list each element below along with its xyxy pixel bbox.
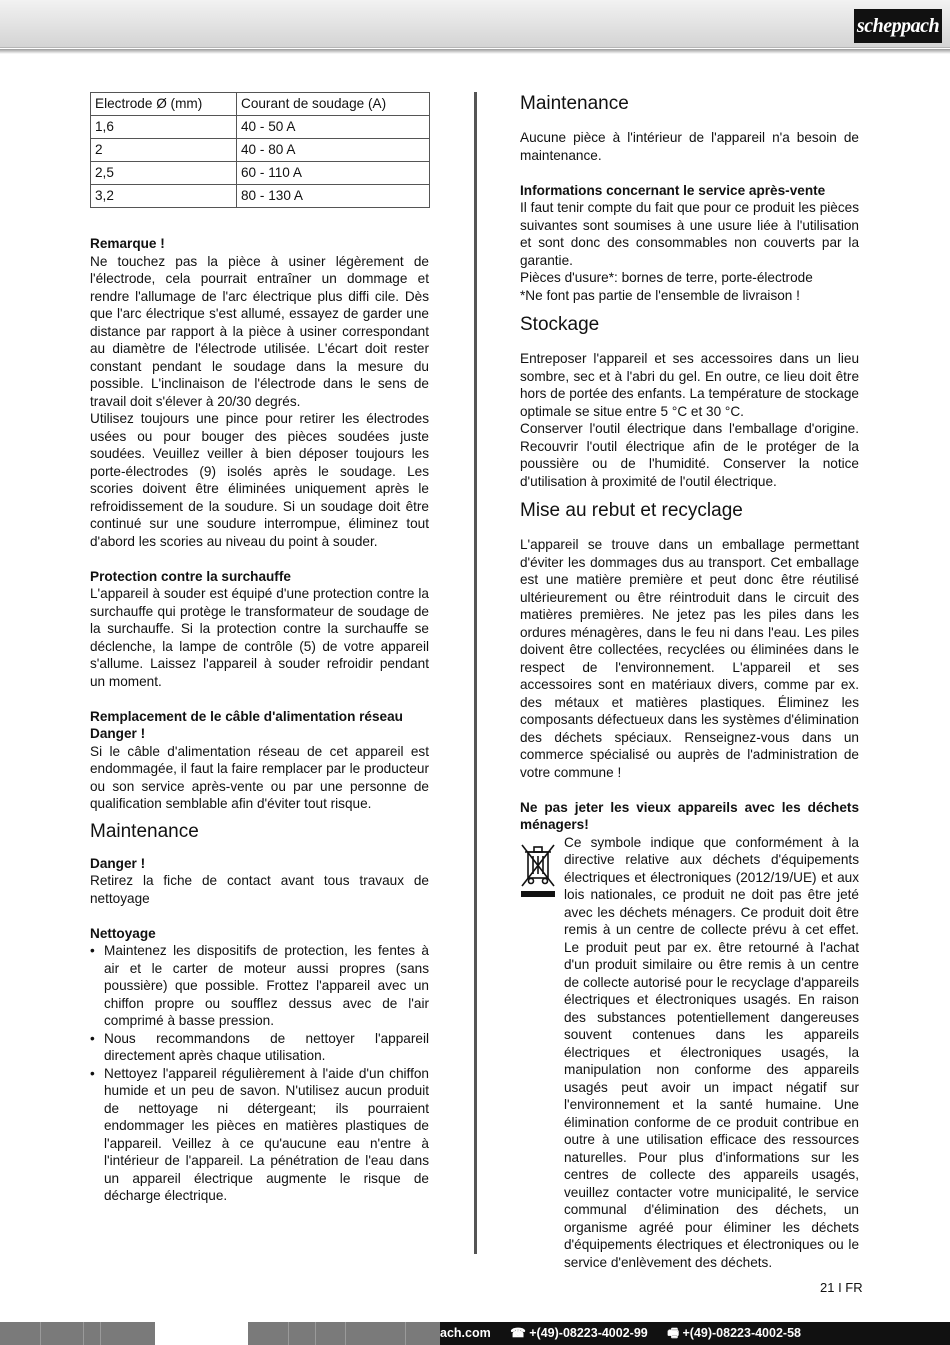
- footer-divider: [315, 1322, 316, 1345]
- footer-divider: [405, 1322, 406, 1345]
- maintenance-danger: Danger !: [90, 855, 146, 871]
- footer-divider: [83, 1322, 84, 1345]
- table-cell: 2: [91, 139, 237, 162]
- stockage-heading: Stockage: [520, 314, 600, 335]
- rebut-heading: Mise au rebut et recyclage: [520, 500, 743, 521]
- footer-fax: 🖷 +(49)-08223-4002-58: [667, 1326, 801, 1340]
- table-row: [91, 162, 430, 185]
- rebut-text: L'appareil se trouve dans un emballage permettant d'éviter les dommages dus au transport. Cet emballage est une matière première et peut donc être réutilisé ultérieurement ou être réintroduit dans le circuit des matières premières. Ne jetez pas les piles dans les ordures ménagères, dans le feu ni dans l'eau. Les piles doivent être collectées, recyclées ou éliminées dans le respect de l'environnement. L'appareil et ses accessoires sont en matériaux divers, comme par ex. des métaux et matières plastiques. Éliminez les composants défectueux dans les systèmes d'élimination des déchets spéciaux. Renseignez-vous dans un commerce spécialisé ou auprès de l'administration de votre commune !: [520, 537, 859, 780]
- page-number: 21 I FR: [820, 1280, 863, 1295]
- footer-gray-segment: [248, 1322, 440, 1345]
- header-bar: [0, 0, 950, 48]
- stockage-paragraph: Conserver l'outil électrique dans l'emballage d'origine. Recouvrir l'outil électrique afin de le protéger de la poussière ou de l'humidité. Conserver la notice d'utilisation à proximité de l'outil électrique.: [520, 421, 859, 489]
- footer-gray-segment: [0, 1322, 155, 1345]
- list-item: • Nous recommandons de nettoyer l'appareil directement après chaque utilisation.: [90, 1030, 429, 1065]
- crossed-bin-icon: [520, 842, 556, 898]
- footer-divider: [40, 1322, 41, 1345]
- table-cell: 1,6: [91, 116, 237, 139]
- usure-text: Pièces d'usure*: bornes de terre, porte-électrode: [520, 270, 813, 285]
- table-row: [91, 116, 430, 139]
- surchauffe-text: L'appareil à souder est équipé d'une protection contre la surchauffe qui protège le transformateur de soudage de la surchauffe. Si la protection contre la surchauffe se déclenche, la lampe de contrôle (5) de votre appareil s'allume. Laissez l'appareil à souder refroidir pendant un moment.: [90, 586, 429, 689]
- table-cell: 2,5: [91, 162, 237, 185]
- table-header-row: [91, 93, 430, 116]
- maintenance-text: Aucune pièce à l'intérieur de l'appareil n'a besoin de maintenance.: [520, 130, 859, 163]
- service-title: Informations concernant le service après-vente: [520, 182, 826, 198]
- dechets-title: Ne pas jeter les vieux appareils avec les déchets ménagers!: [520, 799, 859, 832]
- table-cell: 40 - 50 A: [237, 116, 430, 139]
- left-column: [90, 92, 429, 1205]
- maintenance-text: Retirez la fiche de contact avant tous travaux de nettoyage: [90, 873, 429, 906]
- maintenance-heading: Maintenance: [90, 820, 199, 842]
- footer-divider: [288, 1322, 289, 1345]
- table-cell: 40 - 80 A: [237, 139, 430, 162]
- surchauffe-title: Protection contre la surchauffe: [90, 568, 291, 584]
- nettoyage-list: [90, 942, 429, 1205]
- remarque-paragraph: Utilisez toujours une pince pour retirer les électrodes usées ou pour bouger des pièces soudées juste soudées. Veuillez veiller à bien déposer toujours les porte-électrodes (9) isolés après le soudage. Les scories doivent être éliminées uniquement après le refroidissement de la soudure. Si un soudage doit être continué sur une soudure interrompue, éliminez tout d'abord les scories au niveau du point à souder.: [90, 411, 429, 549]
- cable-text: Si le câble d'alimentation réseau de cet appareil est endommagée, il faut la faire remplacer par le producteur ou son service après-vente ou par une personne de qualification semblable afin d'éviter tout risque.: [90, 743, 429, 811]
- table-header-cell: Courant de soudage (A): [237, 93, 430, 116]
- column-divider: [474, 92, 477, 1254]
- footer-website[interactable]: ach.com: [440, 1326, 491, 1340]
- weee-block: [520, 834, 859, 1272]
- dechets-text: Ce symbole indique que conformément à la directive relative aux déchets d'équipements électriques et électroniques (2012/19/UE) et aux lois nationales, ce produit ne doit pas être jeté avec les déchets ménagers. Ce produit doit être remis à un centre de collecte prévu à cet effet. Le produit peut par ex. être retourné à l'achat d'un produit similaire ou être remis à un centre de collecte autorisé pour le recyclage d'appareils électriques et électroniques usagés. En raison des substances potentiellement dangereuses souvent contenues dans les appareils électriques et électroniques usagés, la manipulation non conforme des appareils usagés peut avoir un impact négatif sur l'environnement et la santé humaine. Une élimination conforme de ce produit contribue en outre à une utilisation efficace des ressources naturelles. Pour plus d'informations sur les centres de collecte des appareils usagés, veuillez contacter votre municipalité, le service communal d'élimination des déchets, un organisme agréé pour éliminer les déchets d'équipements électriques et électroniques ou le service d'enlèvement des déchets.: [564, 834, 859, 1270]
- list-item: • Nettoyez l'appareil régulièrement à l'aide d'un chiffon humide et un peu de savon. N'utilisez aucun produit de nettoyage ni détergeant; ils pourraient endommager les pièces en matières plastiques de l'appareil. Veillez à ce qu'aucune eau n'entre à l'intérieur de l'appareil. La pénétration de l'eau dans un appareil électrique augmente le risque de décharge électrique.: [90, 1065, 429, 1205]
- table-cell: 80 - 130 A: [237, 185, 430, 208]
- table-cell: 3,2: [91, 185, 237, 208]
- right-column: [520, 92, 859, 1271]
- footer-phone: ☎ +(49)-08223-4002-99: [510, 1326, 648, 1340]
- table-cell: 60 - 110 A: [237, 162, 430, 185]
- table-header-cell: Electrode Ø (mm): [91, 93, 237, 116]
- header-shadow: [0, 49, 950, 54]
- electrode-table: [90, 92, 430, 208]
- usure-note: *Ne font pas partie de l'ensemble de livraison !: [520, 287, 800, 303]
- footer-divider: [100, 1322, 101, 1345]
- service-text: Il faut tenir compte du fait que pour ce produit les pièces suivantes sont soumises à une usure liée à l'utilisation et sont donc des consommables non couverts par la garantie.: [520, 200, 859, 268]
- nettoyage-title: Nettoyage: [90, 925, 156, 941]
- maintenance-heading: Maintenance: [520, 93, 629, 114]
- list-item: • Maintenez les dispositifs de protection, les fentes à air et le carter de moteur aussi propres (sans poussière) que possible. Frottez l'appareil avec un chiffon propre ou soufflez dessus avec de l'air comprimé à basse pression.: [90, 942, 429, 1030]
- scheppach-logo: scheppach: [854, 9, 942, 43]
- remarque-paragraph: Ne touchez pas la pièce à usiner légèrement de l'électrode, cela pourrait entraîner un dommage et rendre l'allumage de l'arc électrique plus diffi cile. Dès que l'arc électrique s'est allumé, essayez de garder une distance par rapport à la pièce à usiner correspondant au diamètre de l'électrode utilisée. L'écart doit rester constant pendant le soudage dans la mesure du possible. L'inclinaison de l'électrode dans le sens de travail doit s'élever à 20/30 degrés.: [90, 253, 429, 409]
- remarque-title: Remarque !: [90, 236, 165, 251]
- table-row: [91, 139, 430, 162]
- cable-title: Remplacement de le câble d'alimentation réseau: [90, 708, 403, 724]
- stockage-paragraph: Entreposer l'appareil et ses accessoires dans un lieu sombre, sec et à l'abri du gel. En outre, ce lieu doit être hors de portée des enfants. La température de stockage optimale se situe entre 5 °C et 30 °C.: [520, 351, 859, 419]
- table-row: [91, 185, 430, 208]
- footer-divider: [345, 1322, 346, 1345]
- footer-contact: [440, 1322, 817, 1345]
- cable-danger: Danger !: [90, 726, 146, 741]
